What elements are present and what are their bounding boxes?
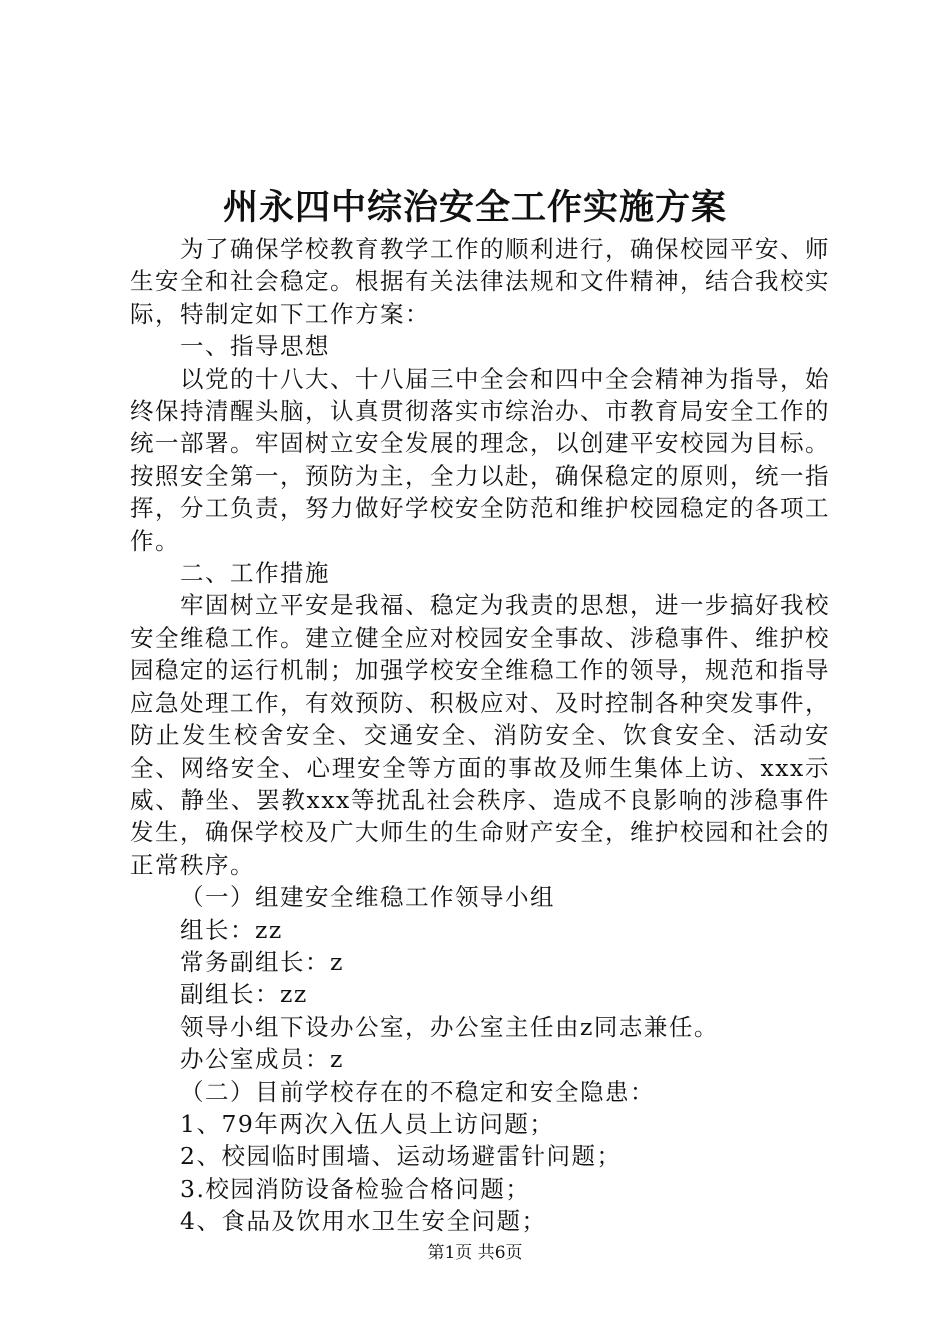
work-measures-paragraph: 牢固树立平安是我福、稳定为我责的思想，进一步搞好我校安全维稳工作。建立健全应对校园安全事故、涉稳事件、维护校园稳定的运行机制；加强学校安全维稳工作的领导，规范和指导应急处理工作，有效预防、积极应对、及时控制各种突发事件，防止发生校舍安全、交通安全、消防安全、饮食安全、活动安全、网络安全、心理安全等方面的事故及师生集体上访、xxx示威、静坐、罢教xxx等扰乱社会秩序、造成不良影响的涉稳事件发生，确保学校及广大师生的生命财产安全，维护校园和社会的正常秩序。 [130, 591, 830, 879]
hazard-list-item: 3.校园消防设备检验合格问题； [180, 1174, 531, 1203]
office-members-line: 办公室成员：z [180, 1045, 344, 1074]
deputy-leader-line: 副组长：zz [180, 980, 308, 1009]
hazard-list-item: 2、校园临时围墙、运动场避雷针问题； [180, 1142, 622, 1171]
subsection-heading-leadership-group: （一）组建安全维稳工作领导小组 [180, 883, 555, 912]
section-heading-guiding-ideology: 一、指导思想 [180, 332, 330, 361]
guiding-ideology-paragraph: 以党的十八大、十八届三中全会和四中全会精神为指导，始终保持清醒头脑，认真贯彻落实市综治办、市教育局安全工作的统一部署。牢固树立安全发展的理念，以创建平安校园为目标。按照安全第一，预防为主，全力以赴，确保稳定的原则，统一指挥，分工负责，努力做好学校安全防范和维护校园稳定的各项工作。 [130, 364, 830, 555]
office-note-line: 领导小组下设办公室，办公室主任由z同志兼任。 [180, 1012, 719, 1041]
hazard-list-item: 1、79年两次入伍人员上访问题； [180, 1109, 555, 1138]
group-leader-line: 组长：zz [180, 915, 283, 944]
document-title: 州永四中综治安全工作实施方案 [222, 187, 727, 228]
document-body [130, 233, 830, 1238]
intro-paragraph: 为了确保学校教育教学工作的顺利进行，确保校园平安、师生安全和社会稳定。根据有关法律法规和文件精神，结合我校实际，特制定如下工作方案： [130, 235, 830, 328]
subsection-heading-hazards: （二）目前学校存在的不稳定和安全隐患： [180, 1077, 655, 1106]
hazard-list-item: 4、食品及饮用水卫生安全问题； [180, 1207, 547, 1236]
section-heading-work-measures: 二、工作措施 [180, 559, 330, 588]
page-number-footer: 第1页 共6页 [427, 1243, 523, 1263]
executive-deputy-leader-line: 常务副组长：z [180, 947, 344, 976]
